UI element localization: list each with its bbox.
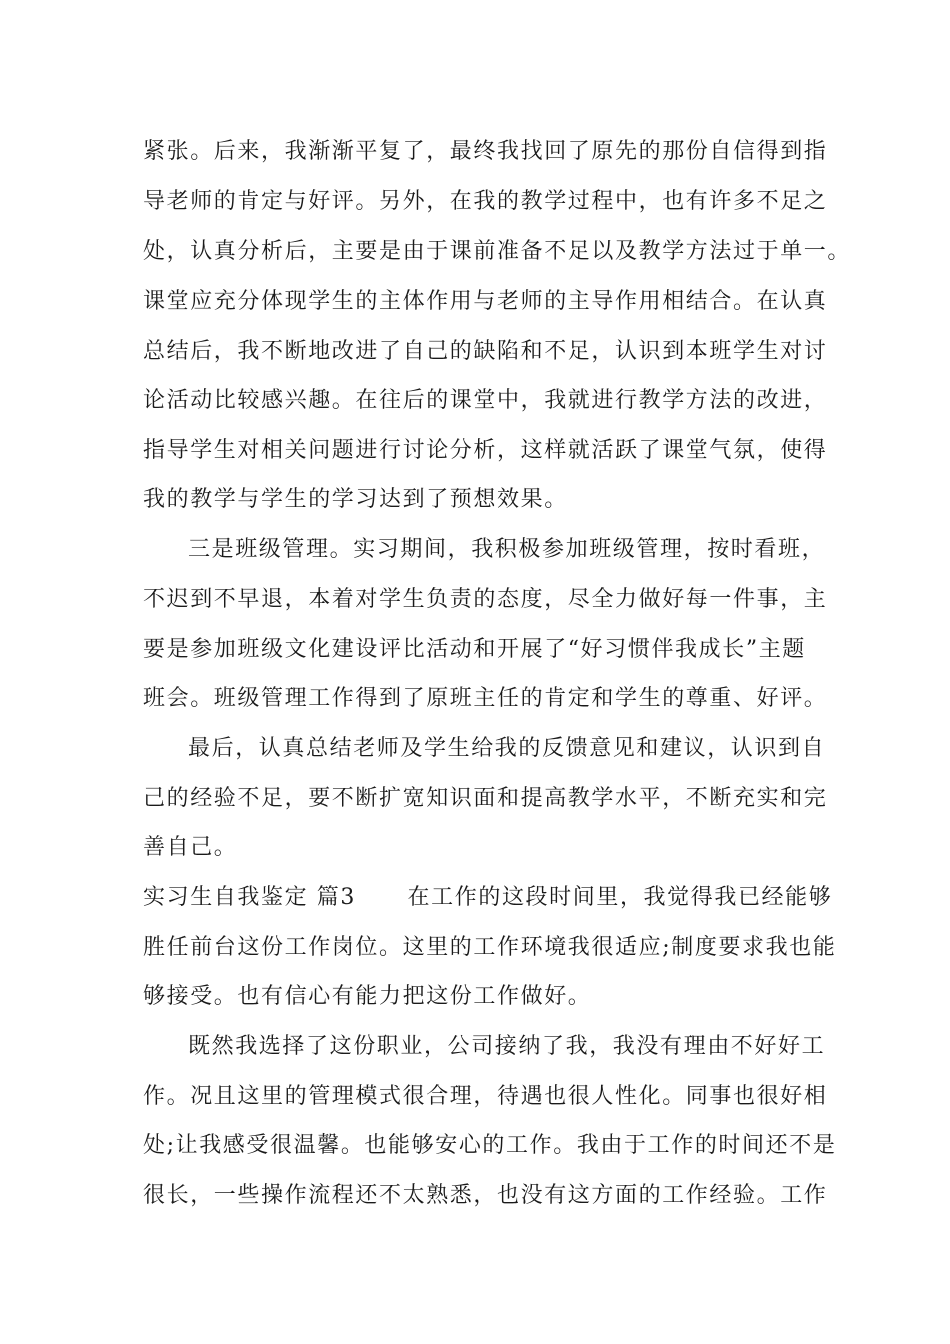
text-line: 善自己。 — [143, 835, 238, 860]
paragraph-start-line: 最后，认真总结老师及学生给我的反馈意见和建议，认识到自 — [188, 736, 826, 761]
text-line: 己的经验不足，要不断扩宽知识面和提高教学水平，不断充实和完 — [143, 786, 828, 811]
text-line: 课堂应充分体现学生的主体作用与老师的主导作用相结合。在认真 — [143, 289, 828, 314]
text-line: 要是参加班级文化建设评比活动和开展了“好习惯伴我成长”主题 — [143, 637, 806, 662]
text-line: 够接受。也有信心有能力把这份工作做好。 — [143, 984, 592, 1009]
text-line: 很长，一些操作流程还不太熟悉，也没有这方面的工作经验。工作 — [143, 1183, 828, 1208]
text-line: 我的教学与学生的学习达到了预想效果。 — [143, 487, 568, 512]
text-line: 总结后，我不断地改进了自己的缺陷和不足，认识到本班学生对讨 — [143, 339, 828, 364]
text-line: 论活动比较感兴趣。在往后的课堂中，我就进行教学方法的改进， — [143, 388, 828, 413]
text-line: 处，认真分析后，主要是由于课前准备不足以及教学方法过于单一。 — [143, 239, 852, 264]
text-line: 作。况且这里的管理模式很合理，待遇也很人性化。同事也很好相 — [143, 1084, 828, 1109]
text-line: 胜任前台这份工作岗位。这里的工作环境我很适应;制度要求我也能 — [143, 935, 837, 960]
text-line: 导老师的肯定与好评。另外，在我的教学过程中，也有许多不足之 — [143, 189, 828, 214]
text-line: 班会。班级管理工作得到了原班主任的肯定和学生的尊重、好评。 — [143, 686, 828, 711]
text-line: 紧张。后来，我渐渐平复了，最终我找回了原先的那份自信得到指 — [143, 139, 828, 164]
text-line: 指导学生对相关问题进行讨论分析，这样就活跃了课堂气氛，使得 — [143, 438, 828, 463]
paragraph-start-line: 三是班级管理。实习期间，我积极参加班级管理，按时看班， — [188, 537, 826, 562]
text-line: 处;让我感受很温馨。也能够安心的工作。我由于工作的时间还不是 — [143, 1133, 837, 1158]
paragraph-start-line: 既然我选择了这份职业，公司接纳了我，我没有理由不好好工 — [188, 1034, 826, 1059]
section-heading-line: 实习生自我鉴定 篇3 在工作的这段时间里，我觉得我已经能够 — [143, 885, 833, 910]
text-line: 不迟到不早退，本着对学生负责的态度，尽全力做好每一件事，主 — [143, 587, 828, 612]
